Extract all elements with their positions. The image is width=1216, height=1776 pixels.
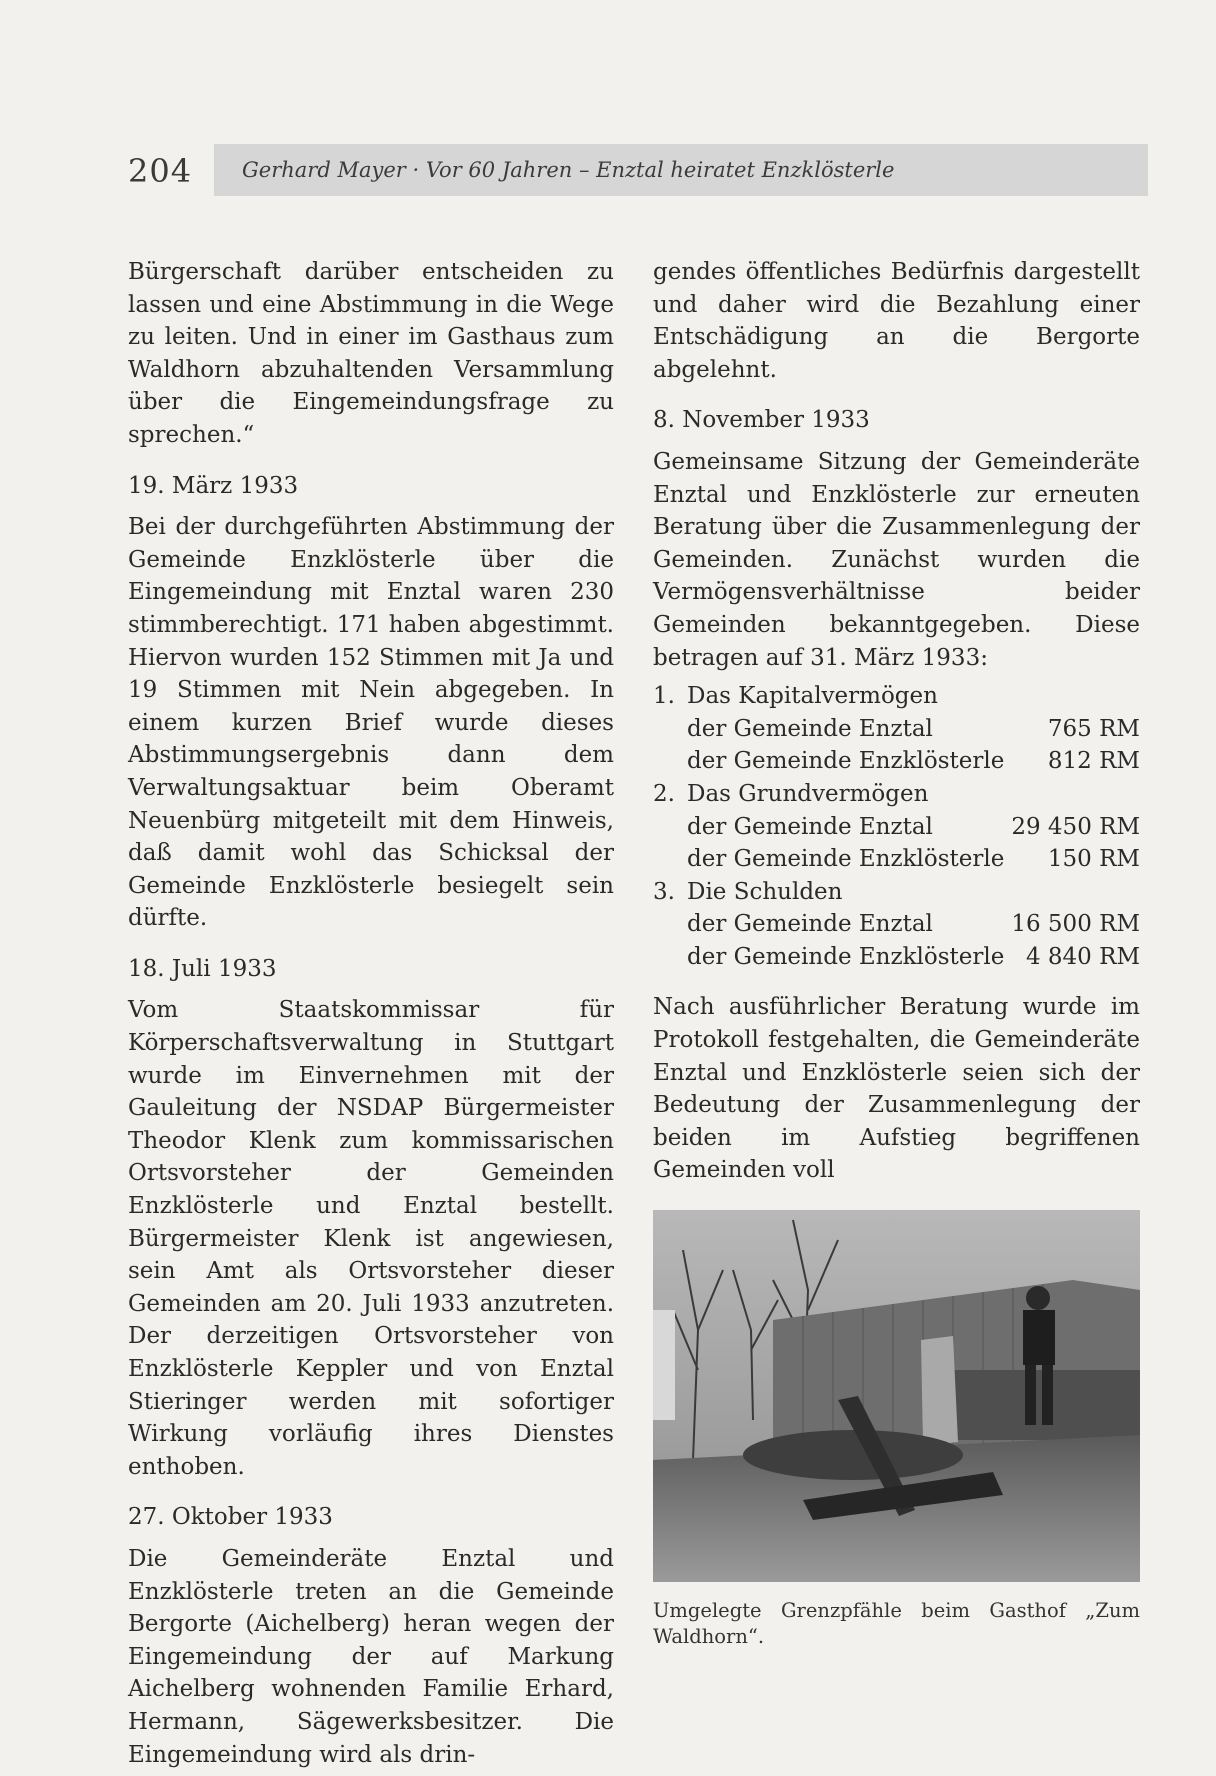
list-number: 2. [653, 780, 675, 807]
list-item [653, 778, 1140, 876]
row-value: 765 RM [1047, 715, 1140, 742]
left-column [128, 256, 614, 1771]
list-item [653, 680, 1140, 778]
page-number: 204 [128, 152, 193, 190]
running-title-band [214, 144, 1148, 196]
row-value: 812 RM [1047, 748, 1140, 775]
list-row [687, 811, 1140, 844]
list-title: Das Grundvermögen [687, 780, 929, 807]
list-row [687, 843, 1140, 876]
paragraph: gendes öffentliches Bedürfnis dargestellt und daher wird die Bezahlung einer Entschädigung an die Bergorte abgelehnt. [653, 259, 1140, 383]
paragraph: Bei der durchgeführten Abstimmung der Gemeinde Enzklösterle über die Eingemeindung mit Enztal waren 230 stimmberechtigt. 171 haben abgestimmt. Hiervon wurden 152 Stimmen mit Ja und 19 Stimmen mit Nein abgegeben. In einem kurzen Brief wurde dieses Abstimmungsergebnis dann dem Verwaltungsaktuar beim Oberamt Neuenbürg mitgeteilt mit dem Hinweis, daß damit wohl das Schicksal der Gemeinde Enzklösterle besiegelt sein dürfte. [128, 514, 614, 932]
list-row [687, 908, 1140, 941]
list-title: Das Kapitalvermögen [687, 683, 938, 710]
row-label: der Gemeinde Enztal [687, 715, 933, 742]
list-row [687, 941, 1140, 974]
row-label: der Gemeinde Enztal [687, 911, 933, 938]
list-number: 1. [653, 683, 675, 710]
running-title: Gerhard Mayer · Vor 60 Jahren – Enztal heiratet Enzklösterle [242, 158, 895, 182]
paragraph: Die Gemeinderäte Enztal und Enzklösterle treten an die Gemeinde Bergorte (Aichelberg) heran wegen der Eingemeindung der auf Markung Aichelberg wohnenden Familie Erhard, Hermann, Sägewerksbesitzer. Die Eingemeindung wird als drin- [128, 1545, 614, 1768]
list-row [687, 713, 1140, 746]
row-label: der Gemeinde Enzklösterle [687, 748, 1005, 775]
paragraph: Vom Staatskommissar für Körperschaftsverwaltung in Stuttgart wurde im Einvernehmen mit der Gauleitung der NSDAP Bürgermeister Theodor Klenk zum kommissarischen Ortsvorsteher der Gemeinden Enzklösterle und Enztal bestellt. Bürgermeister Klenk ist angewiesen, sein Amt als Ortsvorsteher dieser Gemeinden am 20. Juli 1933 anzutreten. Der derzeitigen Ortsvorsteher von Enzklösterle Keppler und von Enztal Stieringer werden mit sofortiger Wirkung vorläufig ihres Dienstes enthoben. [128, 997, 614, 1480]
historical-photo [653, 1210, 1140, 1582]
row-value: 16 500 RM [1011, 911, 1140, 938]
assets-list [653, 680, 1140, 973]
date-heading: 27. Oktober 1933 [128, 1504, 333, 1531]
page-header [128, 140, 1148, 200]
paragraph: Bürgerschaft darüber entscheiden zu lassen und eine Abstimmung in die Wege zu leiten. Und in einer im Gasthaus zum Waldhorn abzuhaltenden Versammlung über die Eingemeindungsfrage zu sprechen.“ [128, 259, 614, 448]
row-label: der Gemeinde Enztal [687, 813, 933, 840]
row-value: 4 840 RM [1025, 943, 1140, 970]
paragraph: Nach ausführlicher Beratung wurde im Protokoll festgehalten, die Gemeinderäte Enztal und Enzklösterle seien sich der Bedeutung der Zusammenlegung der beiden im Aufstieg begriffenen Gemeinden voll [653, 994, 1140, 1184]
figure [653, 1210, 1140, 1650]
row-label: der Gemeinde Enzklösterle [687, 943, 1005, 970]
list-item [653, 876, 1140, 974]
list-number: 3. [653, 878, 675, 905]
date-heading: 18. Juli 1933 [128, 955, 277, 982]
list-row [687, 745, 1140, 778]
figure-caption: Umgelegte Grenzpfähle beim Gasthof „Zum Waldhorn“. [653, 1599, 1140, 1648]
date-heading: 19. März 1933 [128, 472, 299, 499]
row-value: 29 450 RM [1011, 813, 1140, 840]
paragraph: Gemeinsame Sitzung der Gemeinderäte Enztal und Enzklösterle zur erneuten Beratung über die Zusammenlegung der Gemeinden. Zunächst wurden die Vermögensverhältnisse beider Gemeinden bekanntgegeben. Diese betragen auf 31. März 1933: [653, 448, 1140, 671]
row-label: der Gemeinde Enzklösterle [687, 846, 1005, 873]
list-title: Die Schulden [687, 878, 843, 905]
row-value: 150 RM [1047, 846, 1140, 873]
right-column [653, 256, 1140, 1187]
date-heading: 8. November 1933 [653, 407, 870, 434]
